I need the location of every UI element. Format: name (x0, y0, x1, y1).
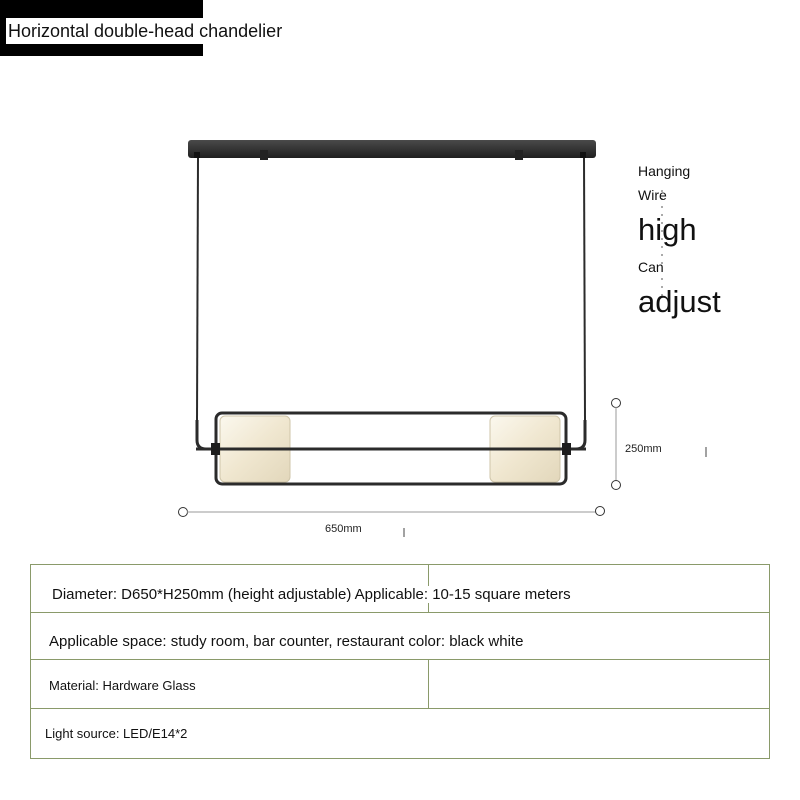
height-label: 250mm (625, 443, 662, 455)
plate-clip-right (515, 150, 523, 160)
ceiling-plate (188, 140, 596, 158)
note-can: Can (638, 259, 664, 275)
note-high: high (638, 212, 697, 247)
hanging-wire-left (197, 158, 198, 420)
plate-end-right (580, 152, 586, 158)
spec-row-space (31, 613, 769, 660)
spec-space-color: Applicable space: study room, bar counter, restaurant color: black white (49, 633, 524, 650)
frame-joint-left (211, 443, 220, 455)
note-hanging: Hanging (638, 163, 691, 179)
plate-clip-left (260, 150, 268, 160)
product-title: Horizontal double-head chandelier (6, 18, 284, 44)
frame-arm-right (576, 420, 585, 449)
spec-row-light (31, 709, 769, 758)
spec-row-material (31, 660, 769, 709)
spec-material: Material: Hardware Glass (49, 678, 196, 693)
width-dim-left (179, 508, 188, 517)
height-dim-bottom (612, 481, 621, 490)
hanging-wire-right (584, 158, 585, 420)
height-dim-top (612, 399, 621, 408)
note-wire: Wire (638, 187, 667, 203)
spec-light-source: Light source: LED/E14*2 (45, 726, 188, 741)
spec-divider (428, 660, 429, 708)
spec-row-diameter (31, 565, 769, 613)
width-label: 650mm (325, 523, 362, 535)
spec-table (30, 564, 770, 759)
spec-diameter: Diameter: D650*H250mm (height adjustable) Applicable: 10-15 square meters (52, 586, 575, 603)
note-adjust: adjust (638, 284, 721, 319)
frame-joint-right (562, 443, 571, 455)
frame-arm-left (197, 420, 206, 449)
plate-end-left (194, 152, 200, 158)
width-dim-right (596, 507, 605, 516)
